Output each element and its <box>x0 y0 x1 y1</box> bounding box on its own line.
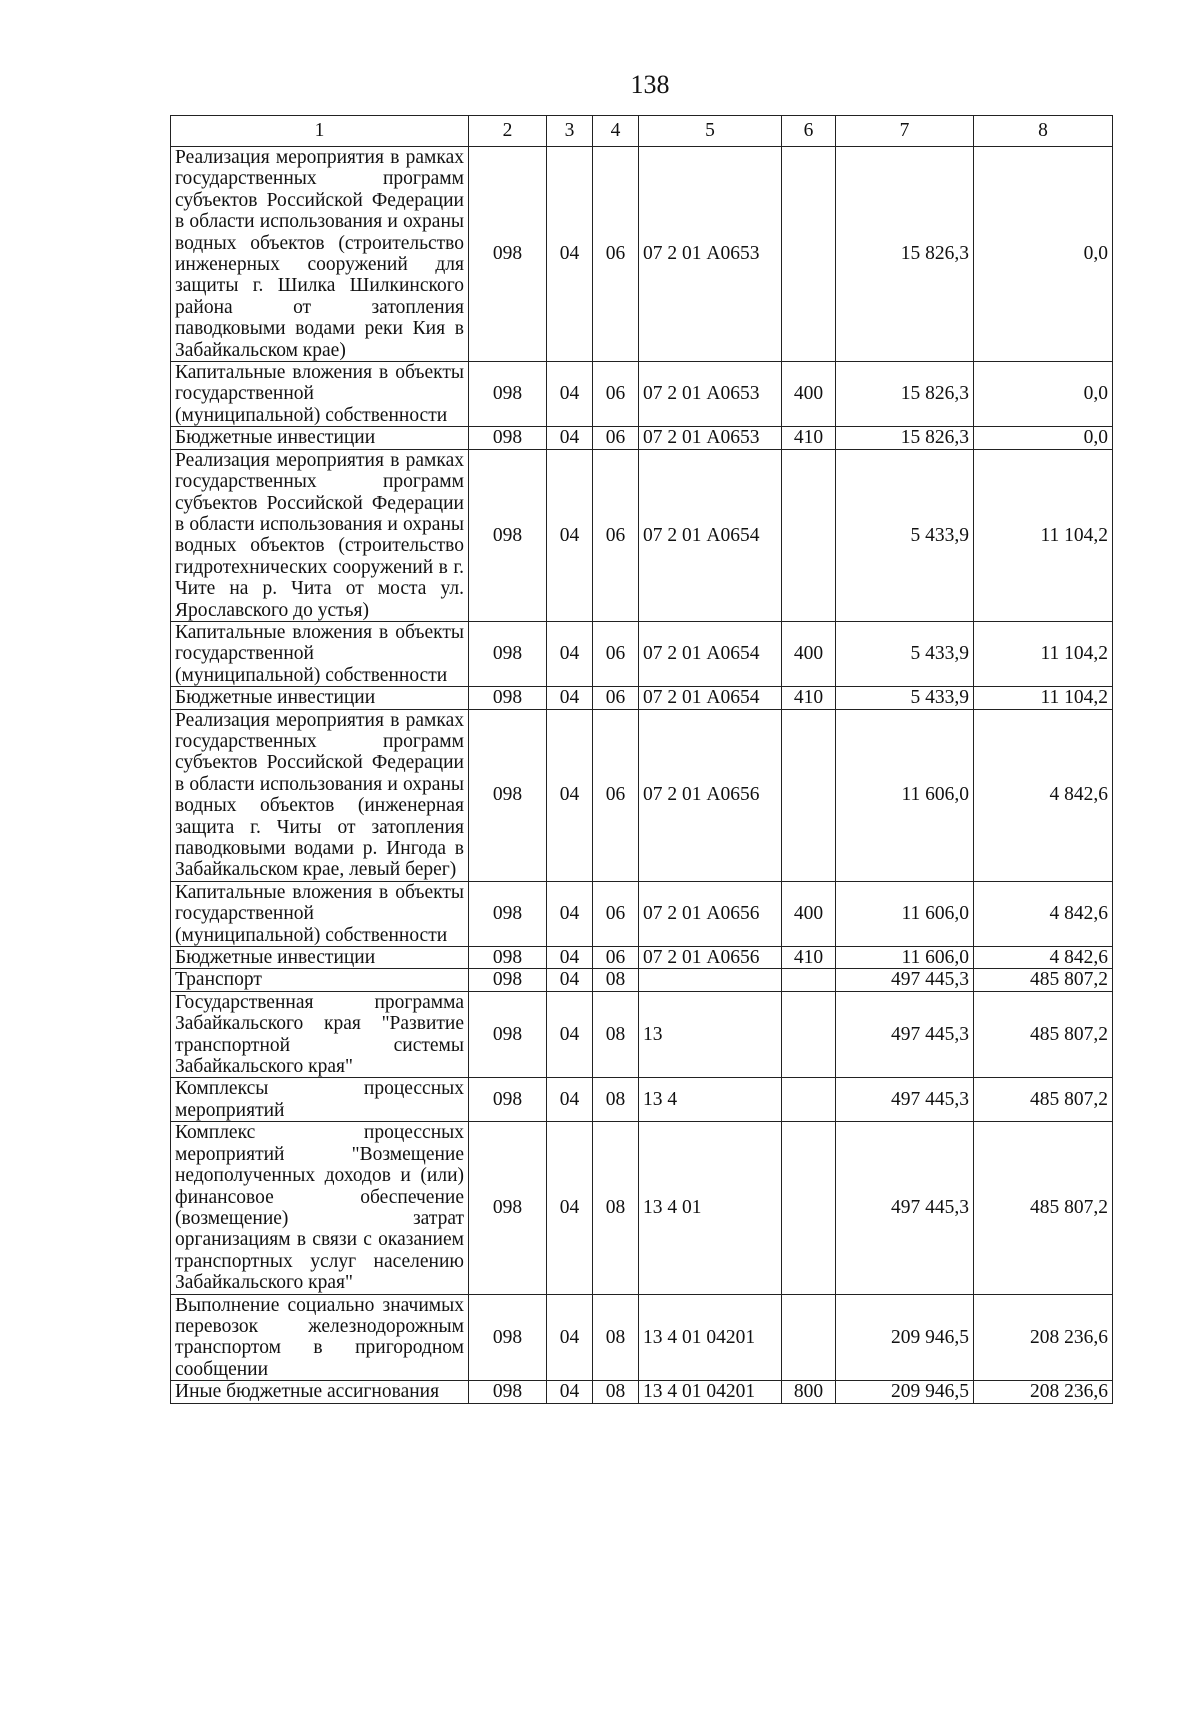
subsection-code-cell: 08 <box>593 1381 639 1403</box>
target-article-cell: 13 4 01 <box>639 1122 782 1294</box>
table-row <box>171 147 1113 362</box>
ministry-code-cell: 098 <box>469 991 547 1078</box>
expense-type-cell: 800 <box>782 1381 836 1403</box>
section-code-cell: 04 <box>547 1381 593 1403</box>
ministry-code-cell: 098 <box>469 621 547 686</box>
table-row <box>171 1381 1113 1403</box>
amount-year2-cell: 0,0 <box>974 147 1113 362</box>
row-name-cell: Капитальные вложения в объекты государственной (муниципальной) собственности <box>171 621 469 686</box>
target-article-cell: 07 2 01 А0656 <box>639 947 782 969</box>
amount-year2-cell: 485 807,2 <box>974 969 1113 991</box>
amount-year2-cell: 11 104,2 <box>974 449 1113 621</box>
expense-type-cell <box>782 147 836 362</box>
section-code-cell: 04 <box>547 449 593 621</box>
table-row <box>171 709 1113 881</box>
table-row <box>171 1294 1113 1381</box>
section-code-cell: 04 <box>547 687 593 709</box>
ministry-code-cell: 098 <box>469 709 547 881</box>
expense-type-cell: 410 <box>782 427 836 449</box>
section-code-cell: 04 <box>547 991 593 1078</box>
target-article-cell: 13 4 <box>639 1078 782 1122</box>
table-row <box>171 449 1113 621</box>
section-code-cell: 04 <box>547 881 593 946</box>
amount-year2-cell: 11 104,2 <box>974 621 1113 686</box>
expense-type-cell: 410 <box>782 947 836 969</box>
section-code-cell: 04 <box>547 147 593 362</box>
subsection-code-cell: 06 <box>593 427 639 449</box>
amount-year2-cell: 0,0 <box>974 362 1113 427</box>
target-article-cell: 07 2 01 А0654 <box>639 687 782 709</box>
table-row <box>171 947 1113 969</box>
ministry-code-cell: 098 <box>469 969 547 991</box>
row-name-cell: Бюджетные инвестиции <box>171 947 469 969</box>
amount-year1-cell: 497 445,3 <box>836 969 974 991</box>
amount-year1-cell: 209 946,5 <box>836 1381 974 1403</box>
table-row <box>171 687 1113 709</box>
column-header: 8 <box>974 116 1113 147</box>
subsection-code-cell: 08 <box>593 991 639 1078</box>
row-name-cell: Комплексы процессных мероприятий <box>171 1078 469 1122</box>
amount-year1-cell: 497 445,3 <box>836 1122 974 1294</box>
ministry-code-cell: 098 <box>469 427 547 449</box>
subsection-code-cell: 06 <box>593 687 639 709</box>
section-code-cell: 04 <box>547 1122 593 1294</box>
amount-year1-cell: 209 946,5 <box>836 1294 974 1381</box>
row-name-cell: Реализация мероприятия в рамках государственных программ субъектов Российской Федерации в области использования и охраны водных объектов (инженерная защита г. Читы от затопления паводковыми водами р. Ингода в Забайкальском крае, левый берег) <box>171 709 469 881</box>
column-header: 6 <box>782 116 836 147</box>
target-article-cell: 07 2 01 А0653 <box>639 147 782 362</box>
ministry-code-cell: 098 <box>469 449 547 621</box>
ministry-code-cell: 098 <box>469 362 547 427</box>
subsection-code-cell: 06 <box>593 881 639 946</box>
section-code-cell: 04 <box>547 1078 593 1122</box>
amount-year2-cell: 4 842,6 <box>974 947 1113 969</box>
amount-year1-cell: 15 826,3 <box>836 147 974 362</box>
subsection-code-cell: 08 <box>593 1078 639 1122</box>
expense-type-cell <box>782 1078 836 1122</box>
expense-type-cell <box>782 1294 836 1381</box>
subsection-code-cell: 06 <box>593 947 639 969</box>
target-article-cell: 13 4 01 04201 <box>639 1381 782 1403</box>
row-name-cell: Реализация мероприятия в рамках государственных программ субъектов Российской Федерации в области использования и охраны водных объектов (строительство гидротехнических сооружений в г. Чите на р. Чита от моста ул. Ярославского до устья) <box>171 449 469 621</box>
row-name-cell: Реализация мероприятия в рамках государственных программ субъектов Российской Федерации в области использования и охраны водных объектов (строительство инженерных сооружений для защиты г. Шилка Шилкинского района от затопления паводковыми водами реки Кия в Забайкальском крае) <box>171 147 469 362</box>
amount-year1-cell: 11 606,0 <box>836 709 974 881</box>
column-header: 2 <box>469 116 547 147</box>
ministry-code-cell: 098 <box>469 1381 547 1403</box>
amount-year2-cell: 4 842,6 <box>974 709 1113 881</box>
section-code-cell: 04 <box>547 621 593 686</box>
target-article-cell: 13 <box>639 991 782 1078</box>
row-name-cell: Государственная программа Забайкальского края "Развитие транспортной системы Забайкальского края" <box>171 991 469 1078</box>
table-row <box>171 991 1113 1078</box>
ministry-code-cell: 098 <box>469 1122 547 1294</box>
amount-year1-cell: 497 445,3 <box>836 1078 974 1122</box>
section-code-cell: 04 <box>547 427 593 449</box>
header-row <box>171 116 1113 147</box>
expense-type-cell: 410 <box>782 687 836 709</box>
amount-year1-cell: 497 445,3 <box>836 991 974 1078</box>
subsection-code-cell: 06 <box>593 362 639 427</box>
expense-type-cell: 400 <box>782 362 836 427</box>
subsection-code-cell: 08 <box>593 1122 639 1294</box>
table-row <box>171 1122 1113 1294</box>
ministry-code-cell: 098 <box>469 1078 547 1122</box>
column-header: 7 <box>836 116 974 147</box>
target-article-cell: 13 4 01 04201 <box>639 1294 782 1381</box>
target-article-cell: 07 2 01 А0656 <box>639 709 782 881</box>
expense-type-cell <box>782 1122 836 1294</box>
target-article-cell: 07 2 01 А0653 <box>639 427 782 449</box>
section-code-cell: 04 <box>547 969 593 991</box>
table-row <box>171 427 1113 449</box>
amount-year2-cell: 208 236,6 <box>974 1294 1113 1381</box>
row-name-cell: Бюджетные инвестиции <box>171 687 469 709</box>
expense-type-cell: 400 <box>782 621 836 686</box>
table-row <box>171 362 1113 427</box>
section-code-cell: 04 <box>547 362 593 427</box>
column-header: 5 <box>639 116 782 147</box>
amount-year1-cell: 15 826,3 <box>836 427 974 449</box>
amount-year2-cell: 4 842,6 <box>974 881 1113 946</box>
ministry-code-cell: 098 <box>469 947 547 969</box>
row-name-cell: Выполнение социально значимых перевозок железнодорожным транспортом в пригородном сообщении <box>171 1294 469 1381</box>
ministry-code-cell: 098 <box>469 881 547 946</box>
row-name-cell: Бюджетные инвестиции <box>171 427 469 449</box>
amount-year1-cell: 15 826,3 <box>836 362 974 427</box>
amount-year1-cell: 11 606,0 <box>836 881 974 946</box>
table-row <box>171 621 1113 686</box>
budget-table <box>170 115 1113 1404</box>
subsection-code-cell: 08 <box>593 969 639 991</box>
amount-year2-cell: 11 104,2 <box>974 687 1113 709</box>
page-number: 138 <box>630 70 670 99</box>
table-row <box>171 881 1113 946</box>
amount-year1-cell: 11 606,0 <box>836 947 974 969</box>
column-header: 3 <box>547 116 593 147</box>
target-article-cell: 07 2 01 А0654 <box>639 621 782 686</box>
subsection-code-cell: 06 <box>593 147 639 362</box>
expense-type-cell <box>782 969 836 991</box>
amount-year2-cell: 208 236,6 <box>974 1381 1113 1403</box>
column-header: 4 <box>593 116 639 147</box>
target-article-cell: 07 2 01 А0653 <box>639 362 782 427</box>
section-code-cell: 04 <box>547 947 593 969</box>
target-article-cell: 07 2 01 А0654 <box>639 449 782 621</box>
section-code-cell: 04 <box>547 709 593 881</box>
subsection-code-cell: 08 <box>593 1294 639 1381</box>
amount-year2-cell: 485 807,2 <box>974 1122 1113 1294</box>
target-article-cell <box>639 969 782 991</box>
expense-type-cell: 400 <box>782 881 836 946</box>
subsection-code-cell: 06 <box>593 621 639 686</box>
target-article-cell: 07 2 01 А0656 <box>639 881 782 946</box>
amount-year1-cell: 5 433,9 <box>836 687 974 709</box>
expense-type-cell <box>782 449 836 621</box>
row-name-cell: Капитальные вложения в объекты государственной (муниципальной) собственности <box>171 362 469 427</box>
ministry-code-cell: 098 <box>469 687 547 709</box>
section-code-cell: 04 <box>547 1294 593 1381</box>
row-name-cell: Иные бюджетные ассигнования <box>171 1381 469 1403</box>
table-row <box>171 969 1113 991</box>
amount-year2-cell: 485 807,2 <box>974 991 1113 1078</box>
table-row <box>171 1078 1113 1122</box>
amount-year2-cell: 0,0 <box>974 427 1113 449</box>
subsection-code-cell: 06 <box>593 709 639 881</box>
amount-year1-cell: 5 433,9 <box>836 449 974 621</box>
row-name-cell: Транспорт <box>171 969 469 991</box>
expense-type-cell <box>782 709 836 881</box>
column-header: 1 <box>171 116 469 147</box>
expense-type-cell <box>782 991 836 1078</box>
row-name-cell: Комплекс процессных мероприятий "Возмещение недополученных доходов и (или) финансовое обеспечение (возмещение) затрат организациям в связи с оказанием транспортных услуг населению Забайкальского края" <box>171 1122 469 1294</box>
subsection-code-cell: 06 <box>593 449 639 621</box>
amount-year1-cell: 5 433,9 <box>836 621 974 686</box>
ministry-code-cell: 098 <box>469 147 547 362</box>
amount-year2-cell: 485 807,2 <box>974 1078 1113 1122</box>
row-name-cell: Капитальные вложения в объекты государственной (муниципальной) собственности <box>171 881 469 946</box>
ministry-code-cell: 098 <box>469 1294 547 1381</box>
